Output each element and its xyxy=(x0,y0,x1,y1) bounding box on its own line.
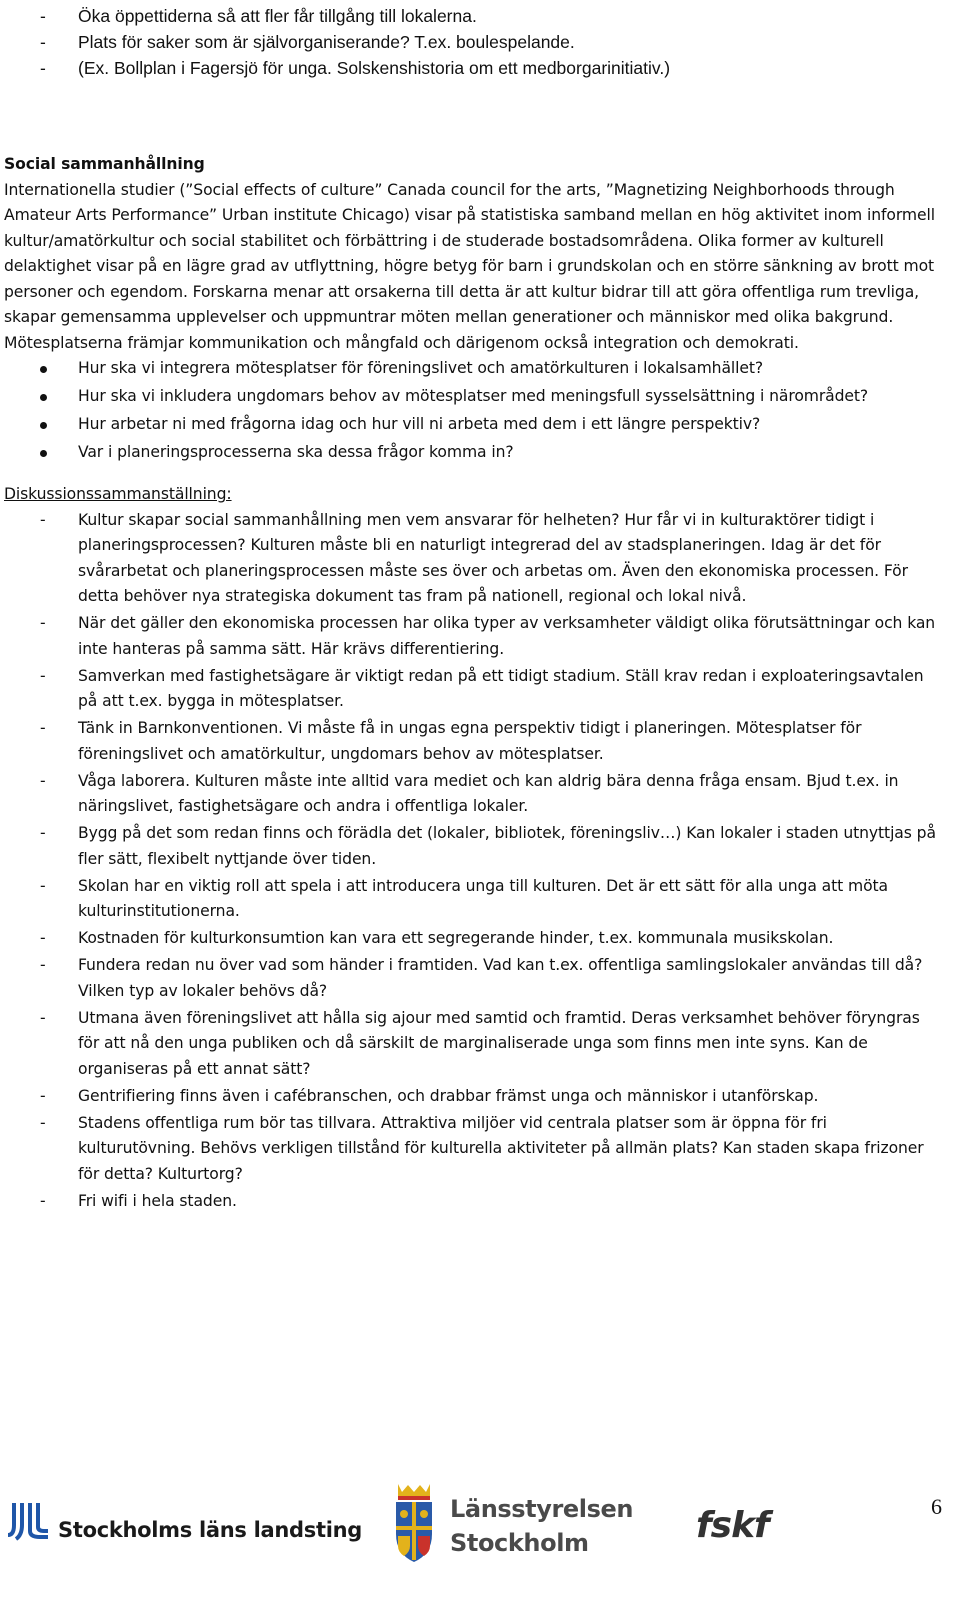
question-item xyxy=(4,412,940,440)
question-text: Hur arbetar ni med frågorna idag och hur vill ni arbeta med dem i ett längre perspektiv? xyxy=(78,415,761,433)
lansstyrelsen-line1: Länsstyrelsen xyxy=(450,1495,634,1523)
question-item xyxy=(4,440,940,468)
dash-marker: - xyxy=(40,876,46,895)
dash-marker: - xyxy=(40,32,46,52)
sll-logo xyxy=(6,1500,362,1542)
discussion-text: Kostnaden för kulturkonsumtion kan vara ett segregerande hinder, t.ex. kommunala musikskolan. xyxy=(78,929,834,947)
dash-marker: - xyxy=(40,719,46,737)
discussion-item xyxy=(4,716,940,767)
dash-marker: - xyxy=(40,58,46,78)
discussion-text: Skolan har en viktig roll att spela i att introducera unga till kulturen. Det är ett sätt för alla unga att möta kulturinstitutionerna. xyxy=(78,876,889,920)
section-heading: Social sammanhållning xyxy=(4,155,205,173)
discussion-text: Våga laborera. Kulturen måste inte alltid vara mediet och kan aldrig bära denna fråga ensam. Bjud t.ex. in näringslivet, fastighetsägare och andra i offentliga lokaler. xyxy=(78,771,899,815)
bullet-icon xyxy=(40,394,47,401)
discussion-item xyxy=(4,611,940,662)
bullet-icon xyxy=(40,422,47,429)
discussion-text: Fri wifi i hela staden. xyxy=(78,1191,237,1210)
question-item xyxy=(4,384,940,412)
discussion-item xyxy=(4,926,940,952)
crest-icon xyxy=(392,1480,436,1564)
top-list xyxy=(0,3,940,81)
question-text: Hur ska vi inkludera ungdomars behov av mötesplatser med meningsfull sysselsättning i närområdet? xyxy=(78,387,869,405)
discussion-text: Kultur skapar social sammanhållning men vem ansvarar för helheten? Hur får vi in kulturaktörer tidigt i planeringsprocessen? Kulturen måste bli en naturligt integrerad del av stadsplaneringen. Idag är det för svårarbetat och planeringsprocessen måste ses över och arbetas om. Även den ekonomiska processen. För detta behöver nya strategiska dokument tas fram på nationell, regional och lokal nivå. xyxy=(78,510,908,605)
dash-marker: - xyxy=(40,510,46,529)
dash-marker: - xyxy=(40,1113,46,1132)
sll-mark-icon xyxy=(6,1501,50,1541)
discussion-text: Samverkan med fastighetsägare är viktigt redan på ett tidigt stadium. Ställ krav redan i exploateringsavtalen på att t.ex. bygga in mötesplatser. xyxy=(78,666,924,710)
question-list xyxy=(4,356,940,468)
dash-marker: - xyxy=(40,1008,46,1027)
question-text: Hur ska vi integrera mötesplatser för föreningslivet och amatörkulturen i lokalsamhället? xyxy=(78,359,764,377)
list-item xyxy=(0,29,940,55)
discussion-item xyxy=(4,953,940,1004)
discussion-text: Fundera redan nu över vad som händer i framtiden. Vad kan t.ex. offentliga samlingslokaler användas till då? Vilken typ av lokaler behövs då? xyxy=(78,956,923,1000)
list-item xyxy=(0,55,940,81)
dash-marker: - xyxy=(40,614,46,632)
discussion-text: Tänk in Barnkonventionen. Vi måste få in ungas egna perspektiv tidigt i planeringen. Mötesplatser för föreningslivet och amatörkultur, ungdomars behov av mötesplatser. xyxy=(78,719,862,763)
dash-marker: - xyxy=(40,6,46,26)
dash-marker: - xyxy=(40,824,46,842)
question-text: Var i planeringsprocesserna ska dessa frågor komma in? xyxy=(78,443,514,461)
page-number: 6 xyxy=(931,1494,942,1519)
bullet-icon xyxy=(40,450,47,457)
fskf-logo: fskf xyxy=(696,1505,769,1546)
dash-marker: - xyxy=(40,1191,46,1210)
list-item-text: Öka öppettiderna så att fler får tillgång till lokalerna. xyxy=(78,6,477,26)
discussion-text: Stadens offentliga rum bör tas tillvara. Attraktiva miljöer vid centrala platser som är öppna för fri kulturutövning. Behövs verkligen tillstånd för kulturella aktiviteter på allmän plats? Kan staden skapa frizoner för detta? Kulturtorg? xyxy=(78,1113,924,1183)
discussion-item xyxy=(4,1084,940,1110)
discussion-item xyxy=(4,508,940,610)
discussion-item xyxy=(4,1111,940,1188)
discussion-item xyxy=(4,1006,940,1083)
discussion-item xyxy=(4,821,940,872)
list-item-text: (Ex. Bollplan i Fagersjö för unga. Solskenshistoria om ett medborgarinitiativ.) xyxy=(78,58,671,78)
dash-marker: - xyxy=(40,956,46,974)
list-item-text: Plats för saker som är självorganiserande? T.ex. boulespelande. xyxy=(78,32,575,52)
discussion-title: Diskussionssammanställning: xyxy=(4,485,232,503)
footer xyxy=(0,1470,960,1600)
discussion-text: När det gäller den ekonomiska processen har olika typer av verksamheter väldigt olika förutsättningar och kan inte hanteras på samma sätt. Här krävs differentiering. xyxy=(78,614,936,658)
lansstyrelsen-line2: Stockholm xyxy=(450,1529,589,1557)
sll-name: Stockholms läns landsting xyxy=(58,1518,362,1542)
dash-marker: - xyxy=(40,666,46,685)
discussion-text: Bygg på det som redan finns och förädla det (lokaler, bibliotek, föreningsliv…) Kan lokaler i staden utnyttjas på fler sätt, flexibelt nyttjande över tiden. xyxy=(78,824,936,868)
discussion-text: Gentrifiering finns även i cafébranschen, och drabbar främst unga och människor i utanförskap. xyxy=(78,1086,819,1105)
list-item xyxy=(0,3,940,29)
bullet-icon xyxy=(40,366,47,373)
discussion-text: Utmana även föreningslivet att hålla sig ajour med samtid och framtid. Deras verksamhet behöver föryngras för att nå den unga publiken och då särskilt de marginaliserade unga som finns men inte syns. Kan de organiseras på ett annat sätt? xyxy=(78,1008,920,1078)
dash-marker: - xyxy=(40,771,46,790)
discussion-item xyxy=(4,664,940,715)
main-content xyxy=(4,152,940,1216)
discussion-item xyxy=(4,769,940,820)
question-item xyxy=(4,356,940,384)
discussion-item xyxy=(4,1189,940,1215)
section-paragraph: Internationella studier (”Social effects of culture” Canada council for the arts, ”Magnetizing Neighborhoods through Amateur Arts Performance” Urban institute Chicago) visar på statistiska samband mellan en hög aktivitet inom informell kultur/amatörkultur och social stabilitet och förbättring i de studerade bostadsområdena. Olika former av kulturell delaktighet visar på en lägre grad av utflyttning, högre betyg för barn i grundskolan och en större sänkning av brott mot personer och egendom. Forskarna menar att orsakerna till detta är att kultur bidrar till att göra offentliga rum trevliga, skapar gemensamma upplevelser och uppmuntrar möten mellan generationer och människor med olika bakgrund. Mötesplatserna främjar kommunikation och mångfald och därigenom också integration och demokrati. xyxy=(4,180,935,352)
discussion-list xyxy=(4,508,940,1215)
dash-marker: - xyxy=(40,1086,46,1105)
dash-marker: - xyxy=(40,929,46,947)
discussion-item xyxy=(4,874,940,925)
lansstyrelsen-logo xyxy=(392,1480,633,1564)
